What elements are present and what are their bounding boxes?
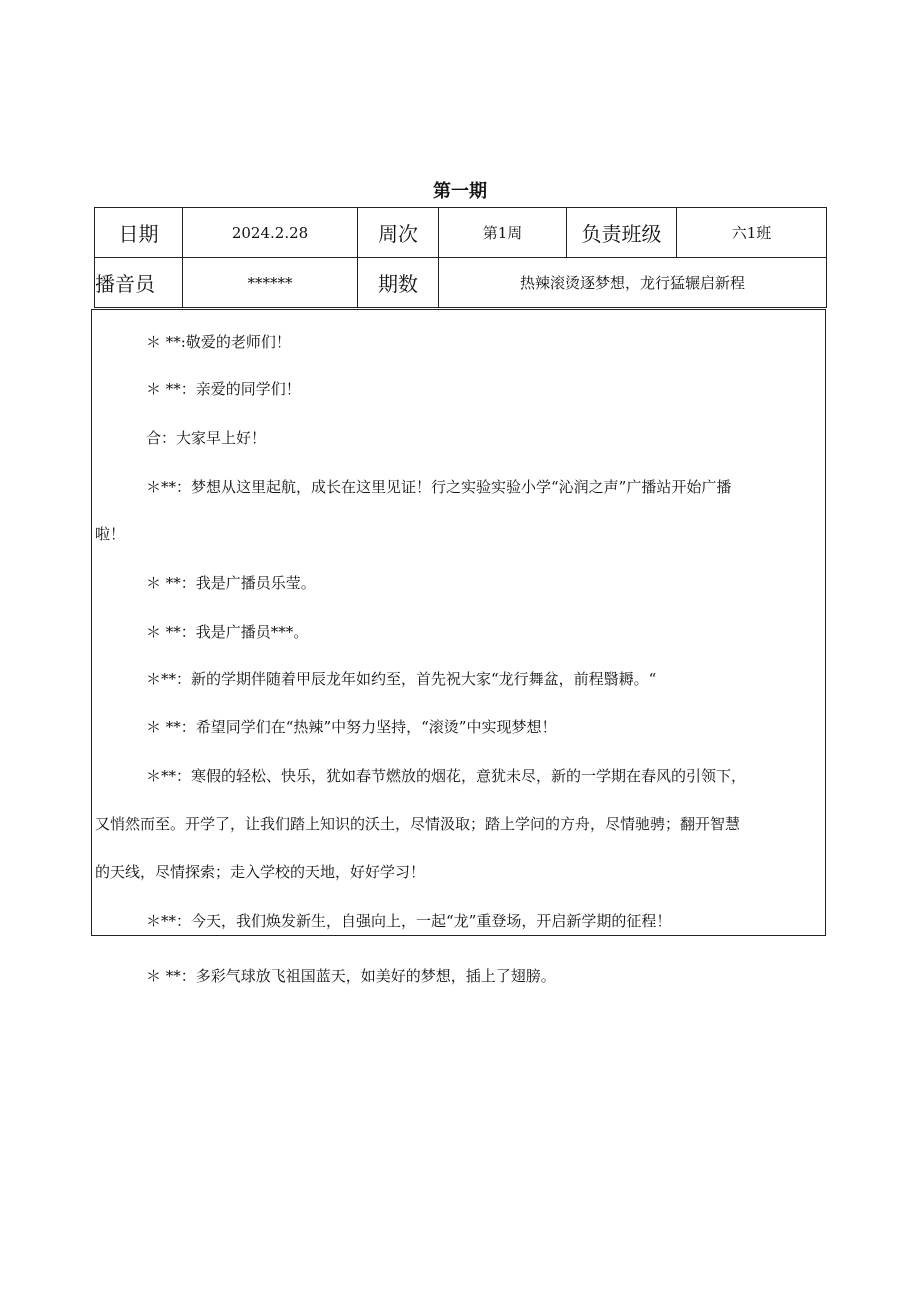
script-line: ＊**：新的学期伴随着甲辰龙年如约至，首先祝大家“龙行舞盆，前程翳耨。“ [146, 670, 657, 688]
script-line: 啦！ [95, 525, 126, 543]
script-line: ＊**：今天，我们焕发新生，自强向上，一起“龙”重登场，开启新学期的征程！ [146, 912, 672, 930]
class-label: 负责班级 [567, 208, 677, 258]
week-label: 周次 [358, 208, 439, 258]
issue-title: 第一期 [433, 181, 487, 202]
script-line: ＊ **:敬爱的老师们！ [146, 333, 291, 351]
issue-label: 期数 [358, 258, 439, 308]
announcer-value: ****** [183, 258, 358, 308]
week-value: 第1周 [439, 208, 567, 258]
info-row-2 [95, 258, 827, 308]
script-line: ＊ **：多彩气球放飞祖国蓝天，如美好的梦想，插上了翅膀。 [146, 967, 556, 985]
script-line: ＊ **：我是广播员乐莹。 [146, 574, 316, 592]
info-row-1 [95, 208, 827, 258]
issue-value: 热辣滚烫逐梦想，龙行猛辗启新程 [439, 258, 827, 308]
class-value: 六1班 [677, 208, 827, 258]
script-line: ＊ **：希望同学们在“热辣”中努力坚持，“滚烫”中实现梦想！ [146, 718, 557, 736]
script-line: 又悄然而至。开学了，让我们踏上知识的沃土，尽情汲取；踏上学问的方舟，尽情驰骋；翻开智慧 [95, 815, 741, 833]
info-table [94, 207, 827, 308]
script-line: 的天线，尽情探索；走入学校的天地，好好学习！ [95, 863, 426, 881]
date-value: 2024.2.28 [183, 208, 358, 258]
date-label: 日期 [95, 208, 183, 258]
script-line: ＊ **：亲爱的同学们！ [146, 380, 301, 398]
script-line: ＊**：寒假的轻松、快乐，犹如春节燃放的烟花，意犹未尽，新的一学期在春风的引领下， [146, 767, 747, 785]
announcer-label: 播音员 [95, 258, 183, 308]
script-line: ＊**：梦想从这里起航，成长在这里见证！行之实验实验小学“沁润之声”广播站开始广播 [146, 478, 732, 496]
script-line: 合：大家早上好！ [146, 429, 267, 447]
script-line: ＊ **：我是广播员***。 [146, 623, 309, 641]
